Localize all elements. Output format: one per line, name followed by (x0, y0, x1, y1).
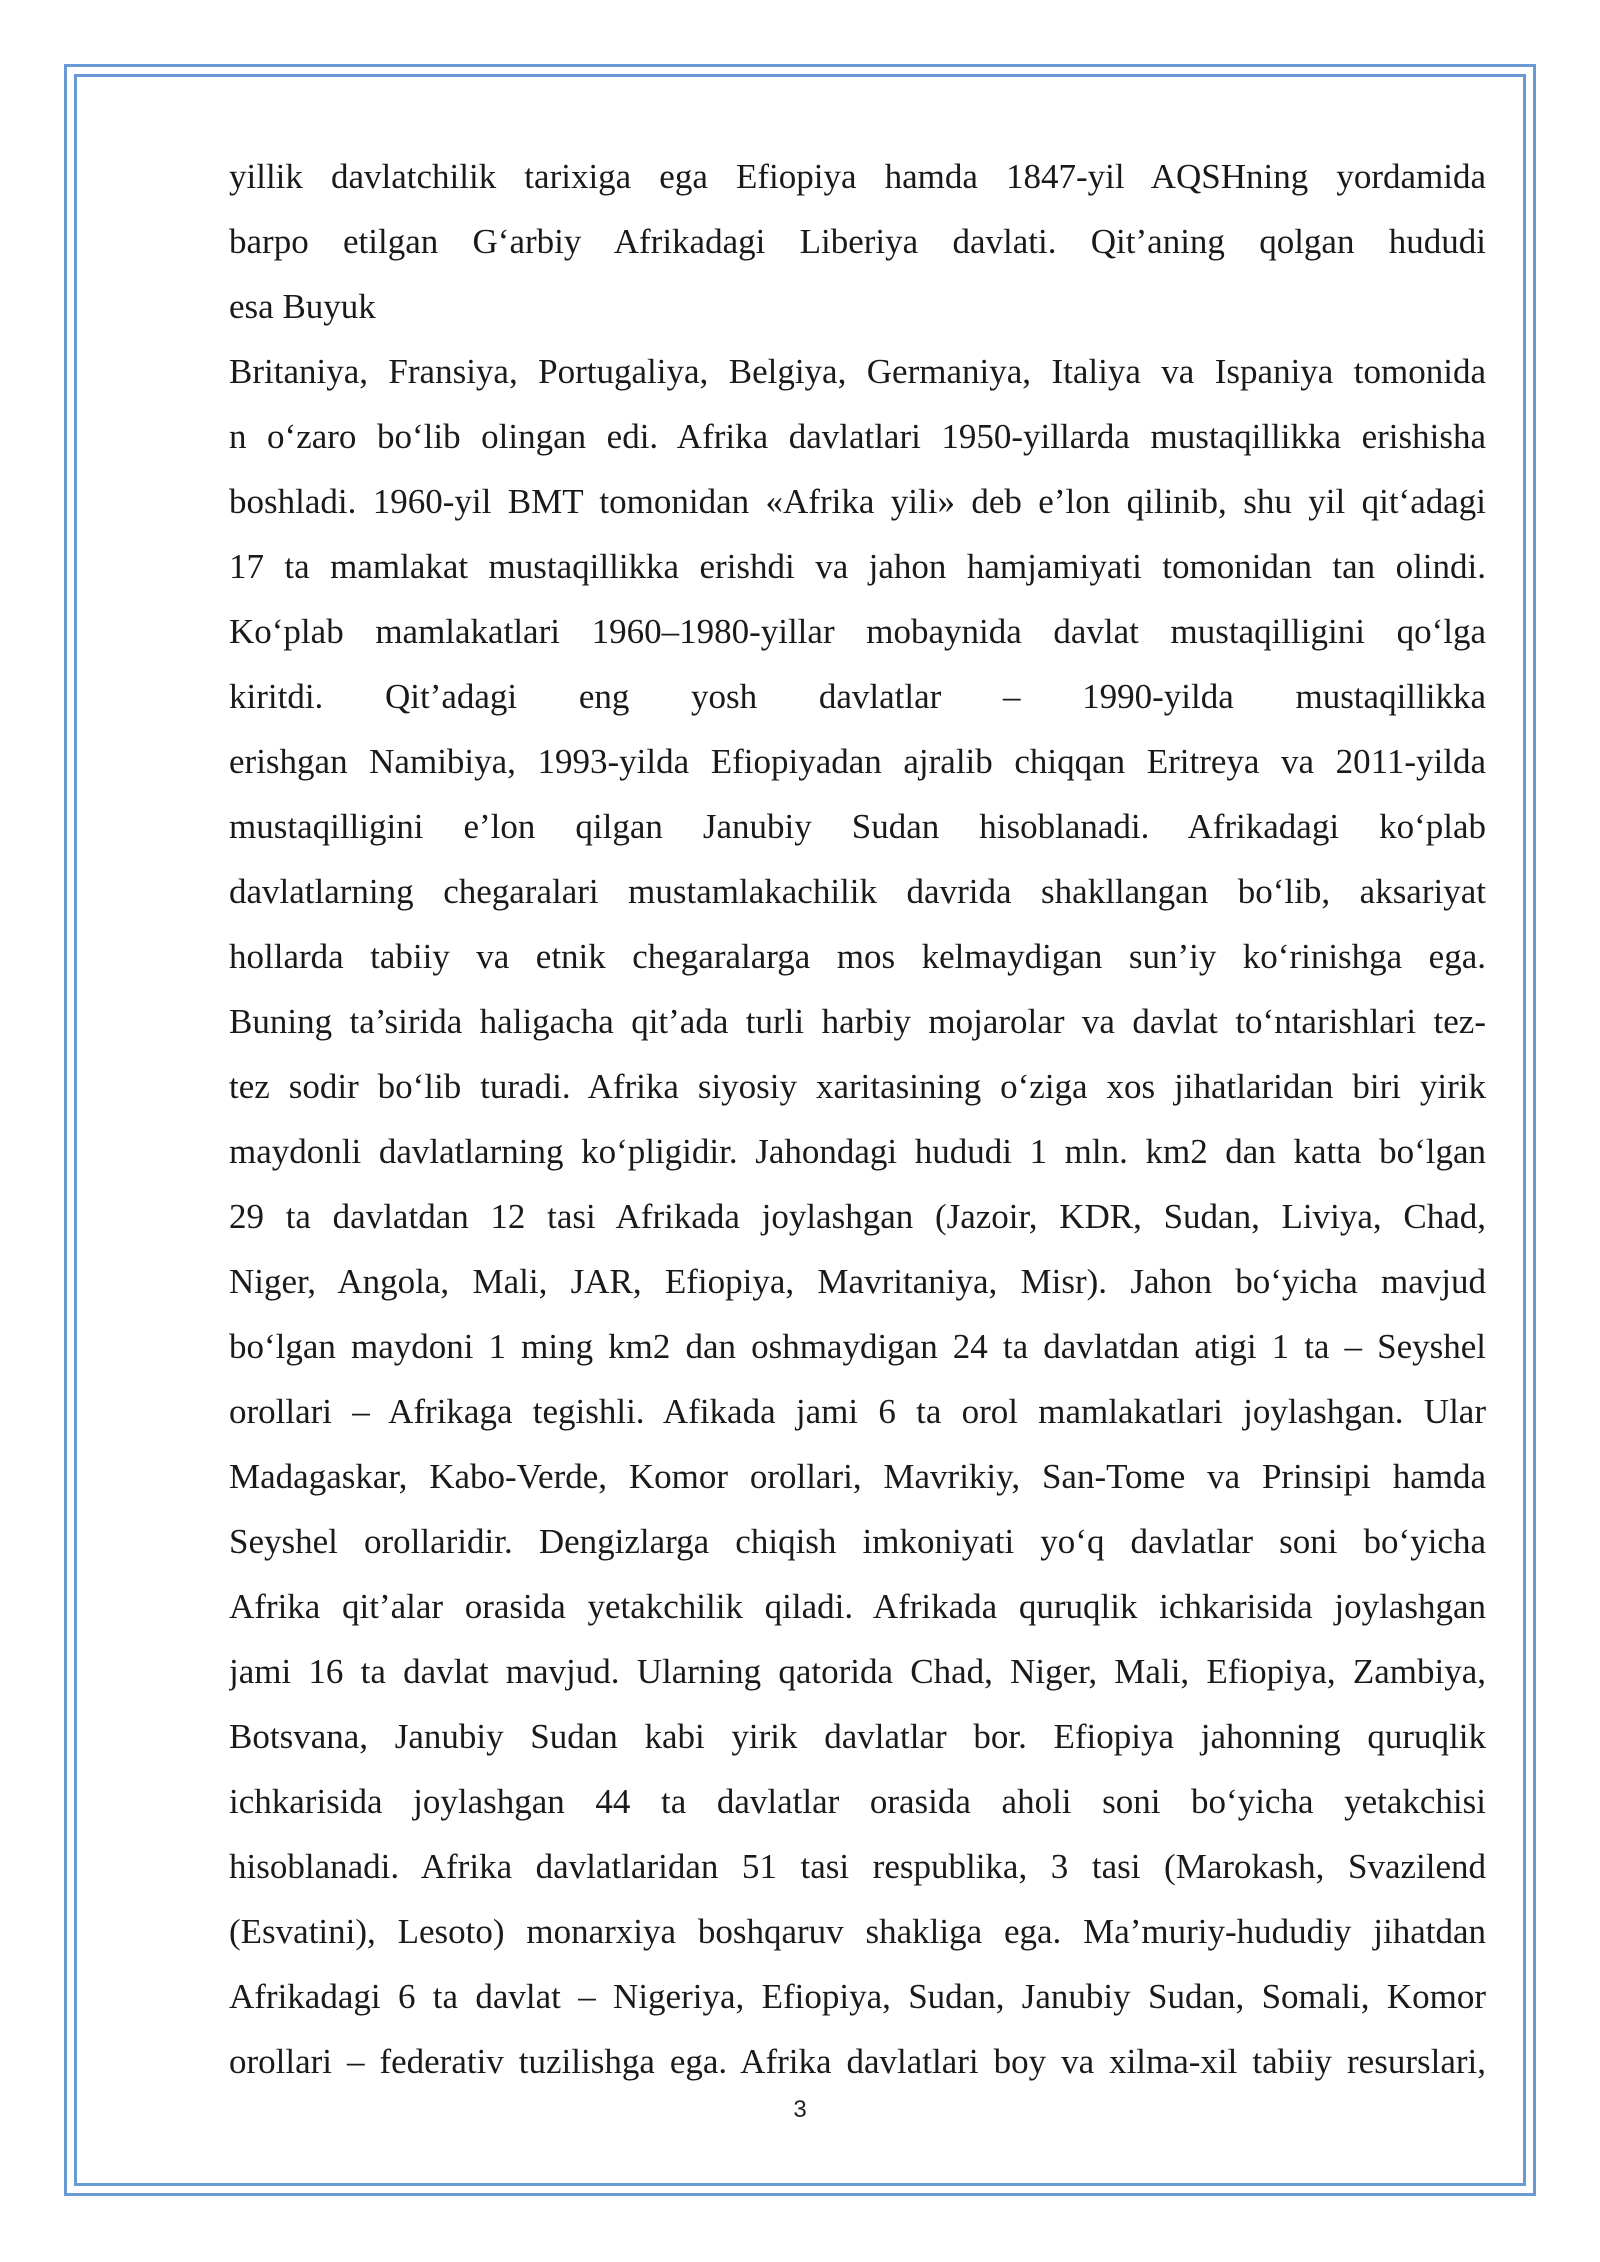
text-line: Buning ta’sirida haligacha qit’ada turli harbiy mojarolar va davlat to‘ntarishlari tez- (229, 1002, 1486, 1041)
text-line: esa Buyuk (229, 287, 376, 326)
text-line: jami 16 ta davlat mavjud. Ularning qatorida Chad, Niger, Mali, Efiopiya, Zambiya, (229, 1652, 1486, 1691)
text-line: Ko‘plab mamlakatlari 1960–1980-yillar mobaynida davlat mustaqilligini qo‘lga (229, 612, 1486, 651)
text-line: Afrikadagi 6 ta davlat – Nigeriya, Efiopiya, Sudan, Janubiy Sudan, Somali, Komor (229, 1977, 1486, 2016)
text-line: Botsvana, Janubiy Sudan kabi yirik davlatlar bor. Efiopiya jahonning quruqlik (229, 1717, 1486, 1756)
text-line: Seyshel orollaridir. Dengizlarga chiqish imkoniyati yo‘q davlatlar soni bo‘yicha (229, 1522, 1486, 1561)
text-line: ichkarisida joylashgan 44 ta davlatlar orasida aholi soni bo‘yicha yetakchisi (229, 1782, 1486, 1821)
text-line: erishgan Namibiya, 1993-yilda Efiopiyadan ajralib chiqqan Eritreya va 2011-yilda (229, 742, 1486, 781)
text-line: n o‘zaro bo‘lib olingan edi. Afrika davlatlari 1950-yillarda mustaqillikka erishisha (229, 417, 1486, 456)
text-line: yillik davlatchilik tarixiga ega Efiopiya hamda 1847-yil AQSHning yordamida (229, 157, 1486, 196)
text-line: Britaniya, Fransiya, Portugaliya, Belgiya, Germaniya, Italiya va Ispaniya tomonida (229, 352, 1486, 391)
text-line: davlatlarning chegaralari mustamlakachilik davrida shakllangan bo‘lib, aksariyat (229, 872, 1486, 911)
text-line: 17 ta mamlakat mustaqillikka erishdi va jahon hamjamiyati tomonidan tan olindi. (229, 547, 1486, 586)
page-number: 3 (793, 2096, 807, 2123)
text-line: Afrika qit’alar orasida yetakchilik qiladi. Afrikada quruqlik ichkarisida joylashgan (229, 1587, 1486, 1626)
text-line: orollari – Afrikaga tegishli. Afikada jami 6 ta orol mamlakatlari joylashgan. Ular (229, 1392, 1486, 1431)
text-line: tez sodir bo‘lib turadi. Afrika siyosiy xaritasining o‘ziga xos jihatlaridan biri yirik (229, 1067, 1486, 1106)
text-line: maydonli davlatlarning ko‘pligidir. Jahondagi hududi 1 mln. km2 dan katta bo‘lgan (229, 1132, 1486, 1171)
body-text (229, 144, 1486, 2094)
text-line: bo‘lgan maydoni 1 ming km2 dan oshmaydigan 24 ta davlatdan atigi 1 ta – Seyshel (229, 1327, 1486, 1366)
text-line: barpo etilgan G‘arbiy Afrikadagi Liberiya davlati. Qit’aning qolgan hududi (229, 222, 1486, 261)
text-line: hollarda tabiiy va etnik chegaralarga mos kelmaydigan sun’iy ko‘rinishga ega. (229, 937, 1486, 976)
text-line: boshladi. 1960-yil BMT tomonidan «Afrika yili» deb e’lon qilinib, shu yil qit‘adagi (229, 482, 1486, 521)
text-line: Madagaskar, Kabo-Verde, Komor orollari, Mavrikiy, San-Tome va Prinsipi hamda (229, 1457, 1486, 1496)
text-line: kiritdi. Qit’adagi eng yosh davlatlar – 1990-yilda mustaqillikka (229, 677, 1486, 716)
text-line: hisoblanadi. Afrika davlatlaridan 51 tasi respublika, 3 tasi (Marokash, Svazilend (229, 1847, 1486, 1886)
text-line: (Esvatini), Lesoto) monarxiya boshqaruv shakliga ega. Ma’muriy-hududiy jihatdan (229, 1912, 1486, 1951)
text-line: 29 ta davlatdan 12 tasi Afrikada joylashgan (Jazoir, KDR, Sudan, Liviya, Chad, (229, 1197, 1486, 1236)
text-line: Niger, Angola, Mali, JAR, Efiopiya, Mavritaniya, Misr). Jahon bo‘yicha mavjud (229, 1262, 1486, 1301)
text-line: orollari – federativ tuzilishga ega. Afrika davlatlari boy va xilma-xil tabiiy resurslari, (229, 2042, 1486, 2081)
text-line: mustaqilligini e’lon qilgan Janubiy Sudan hisoblanadi. Afrikadagi ko‘plab (229, 807, 1486, 846)
